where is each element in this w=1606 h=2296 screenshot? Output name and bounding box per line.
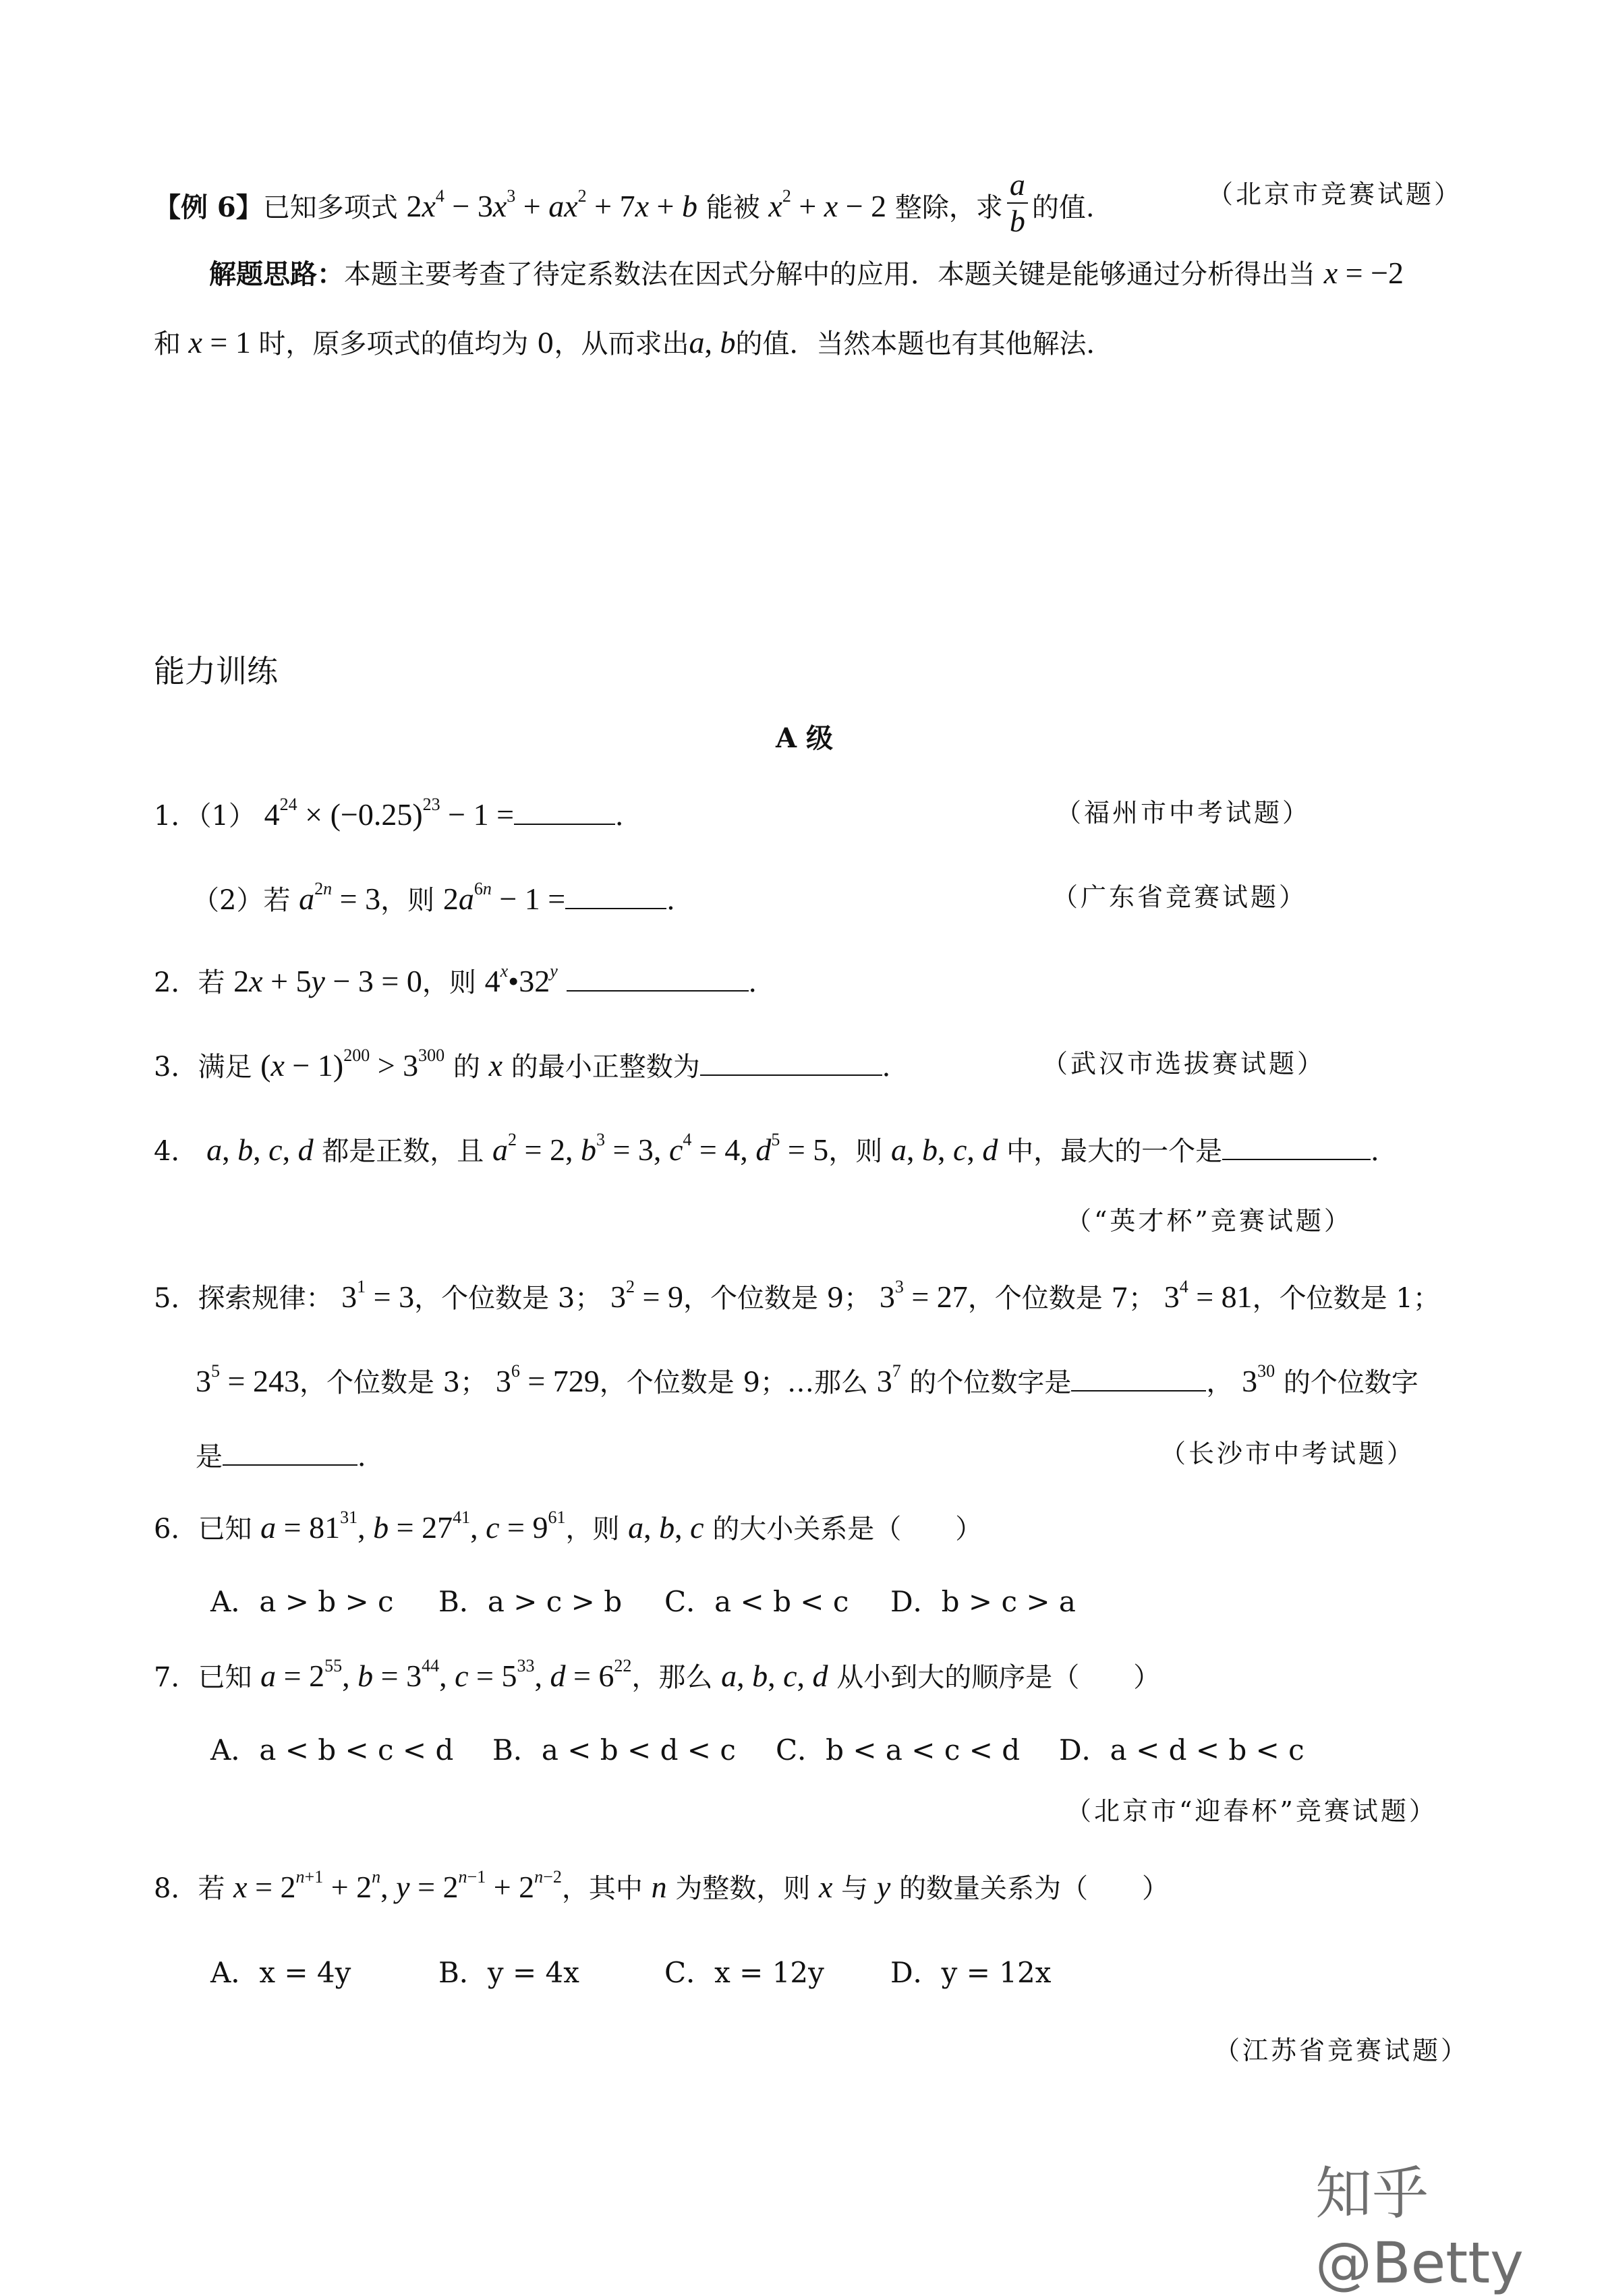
source-note: （北京市竞赛试题） [1207, 179, 1463, 209]
source-note: （北京市“迎春杯”竞赛试题） [1066, 1796, 1437, 1826]
answer-blank[interactable] [567, 959, 749, 992]
option-b[interactable]: B．y = 4x [438, 1956, 579, 1989]
source-note: （福州市中考试题） [1056, 798, 1311, 828]
example-text: 能被 [706, 192, 760, 223]
question-2: 2．若 2x + 5y − 3 = 0，则 4$^x$•32$^y$ ． [154, 959, 776, 1003]
option-d[interactable]: D．a < d < b < c [1059, 1733, 1304, 1767]
source-note: （“英才杯”竞赛试题） [1066, 1206, 1352, 1236]
answer-blank[interactable] [700, 1043, 882, 1076]
example-text: 整除，求 [894, 192, 1003, 223]
answer-blank[interactable] [514, 793, 615, 825]
polynomial: $2x^4 - 3x^3 + ax^2 + 7x + b$ [406, 185, 697, 223]
answer-blank[interactable] [1071, 1359, 1206, 1391]
option-d[interactable]: D．y = 12x [890, 1956, 1052, 1989]
option-a[interactable]: A．a < b < c < d [210, 1733, 454, 1767]
level-title: A 级 [776, 722, 833, 754]
example-text: 已知多项式 [262, 192, 398, 223]
option-c[interactable]: C．b < a < c < d [776, 1733, 1021, 1767]
hint-label: 解题思路： [209, 258, 344, 290]
option-d[interactable]: D．b > c > a [890, 1585, 1076, 1618]
option-a[interactable]: A．x = 4y [210, 1956, 351, 1989]
question-1-part-1: 1．（1） $4^{24} \times (-0.25)^{23} - 1$ = ． [154, 793, 642, 836]
hint-math: x = −2 [1323, 256, 1404, 290]
watermark: 知乎 @Betty [1315, 2160, 1524, 2296]
option-c[interactable]: C．a < b < c [664, 1585, 849, 1618]
fraction-a-over-b: $\frac{a}{b}$ [1007, 167, 1028, 239]
source-note: （广东省竞赛试题） [1052, 882, 1308, 912]
answer-blank[interactable] [1222, 1128, 1371, 1160]
example-text: 的值. [1031, 192, 1095, 223]
question-4: 4． a, b, c, d 都是正数，且 $a^2 = 2$, $b^3 = 3$, $c^4 = 4$, $d^5 = 5$，则 a, b, c, d 中，最大的一个是 ． [154, 1128, 1398, 1172]
source-note: （武汉市选拔赛试题） [1042, 1049, 1326, 1079]
hint-text: 本题主要考查了待定系数法在因式分解中的应用．本题关键是能够通过分析得出当 [344, 259, 1315, 290]
question-5-line-2: $3^5 = 243$，个位数是 3； $3^6 = 729$，个位数是 9；…那么 $3^7$ 的个位数字是 ， $3^{30}$ 的个位数字 [196, 1359, 1418, 1403]
option-b[interactable]: B．a > c > b [438, 1585, 623, 1618]
option-a[interactable]: A．a > b > c [210, 1585, 394, 1618]
answer-blank[interactable] [223, 1433, 357, 1466]
question-7: 7．已知 $a = 2^{55}$, $b = 3^{44}$, $c = 5^{33}$, $d = 6^{22}$，那么 a, b, c, d 从小到大的顺序是（ ） [154, 1655, 1161, 1693]
question-5-line-3: 是 ． [196, 1433, 384, 1477]
source-note: （江苏省竞赛试题） [1214, 2036, 1470, 2065]
section-title: 能力训练 [154, 653, 278, 689]
question-3: 3．满足 $(x - 1)^{200} > 3^{300}$ 的 x 的最小正整数为 ． [154, 1043, 909, 1087]
question-5-line-1: 5．探索规律： $3^1 = 3$，个位数是 3； $3^2 = 9$，个位数是 9； $3^3 = 27$，个位数是 7； $3^4 = 81$，个位数是 1； [154, 1276, 1440, 1314]
answer-blank[interactable] [565, 877, 666, 909]
example-tag: 【例 6】 [154, 192, 263, 223]
source-note: （长沙市中考试题） [1160, 1439, 1416, 1468]
question-1-part-2: （2）若 $a^{2n} = 3$，则 $2a^{6n} - 1$ = ． [192, 877, 693, 921]
solution-hint-line2: 和 x = 1 时，原多项式的值均为 0，从而求出a, b的值．当然本题也有其他解法． [154, 325, 1114, 360]
question-6: 6．已知 $a = 81^{31}$, $b = 27^{41}$, $c = 9^{61}$，则 a, b, c 的大小关系是（ ） [154, 1507, 983, 1545]
solution-hint-line1 [209, 253, 1404, 295]
question-8: 8．若 $x = 2^{n+1} + 2^n$, $y = 2^{n-1} + 2^{n-2}$，其中 n 为整数，则 x 与 y 的数量关系为（ ） [154, 1866, 1169, 1904]
option-c[interactable]: C．x = 12y [664, 1956, 824, 1989]
divisor: $x^2 + x - 2$ [768, 185, 887, 223]
example-6-line [154, 167, 1095, 246]
option-b[interactable]: B．a < b < d < c [492, 1733, 736, 1767]
